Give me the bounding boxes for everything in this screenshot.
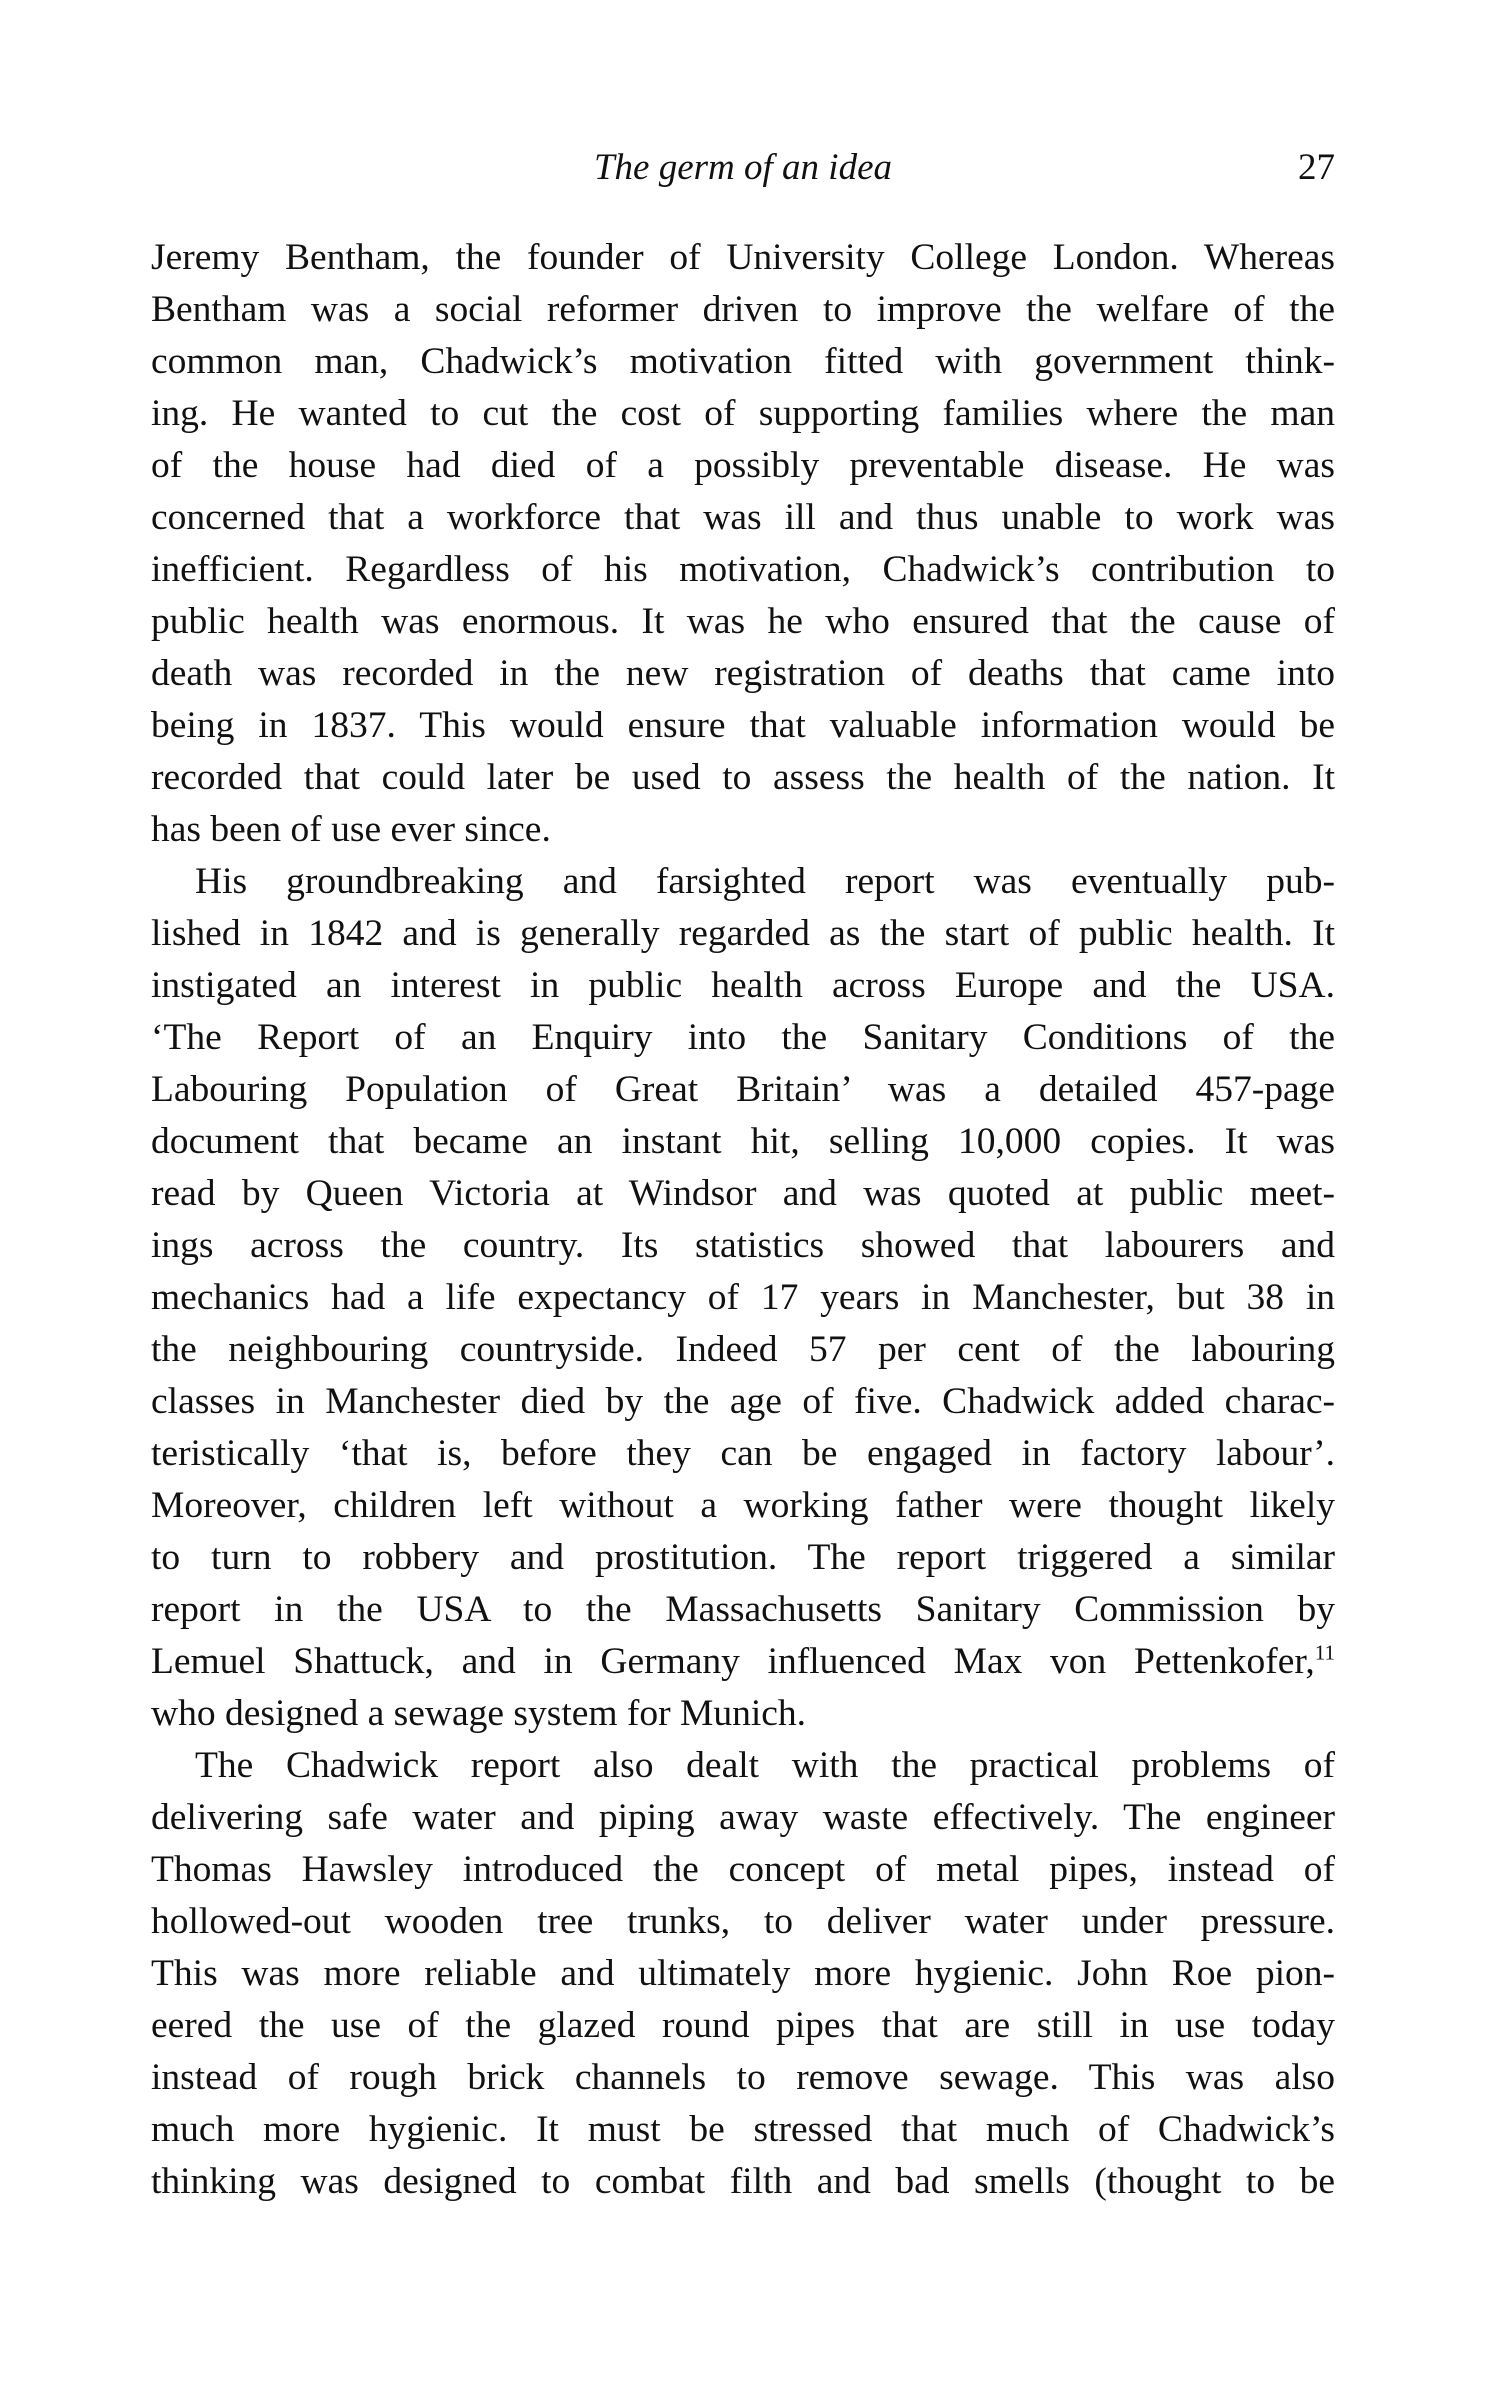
text-line: to turn to robbery and prostitution. The report triggered a similar — [151, 1537, 1335, 1578]
text-line: common man, Chadwick’s motivation fitted with government think- — [151, 341, 1335, 382]
text-line: Thomas Hawsley introduced the concept of metal pipes, instead of — [151, 1849, 1335, 1890]
paragraph — [151, 856, 1335, 1740]
text-line: ing. He wanted to cut the cost of supporting families where the man — [151, 393, 1335, 434]
text-line: classes in Manchester died by the age of five. Chadwick added charac- — [151, 1381, 1335, 1422]
text-line: Jeremy Bentham, the founder of University College London. Whereas — [151, 237, 1335, 278]
text-line: much more hygienic. It must be stressed that much of Chadwick’s — [151, 2109, 1335, 2150]
text-line: eered the use of the glazed round pipes that are still in use today — [151, 2005, 1335, 2046]
text-line: the neighbouring countryside. Indeed 57 per cent of the labouring — [151, 1329, 1335, 1370]
text-line: ‘The Report of an Enquiry into the Sanitary Conditions of the — [151, 1017, 1335, 1058]
text-line: Lemuel Shattuck, and in Germany influenced Max von Pettenkofer, — [151, 1641, 1315, 1682]
text-line: death was recorded in the new registration of deaths that came into — [151, 653, 1335, 694]
text-line: This was more reliable and ultimately more hygienic. John Roe pion- — [151, 1953, 1335, 1994]
text-line: of the house had died of a possibly preventable disease. He was — [151, 445, 1335, 486]
text-line: Moreover, children left without a working father were thought likely — [151, 1485, 1335, 1526]
text-line-with-footnote — [151, 1636, 1335, 1688]
text-line: report in the USA to the Massachusetts Sanitary Commission by — [151, 1589, 1335, 1630]
text-line: thinking was designed to combat filth and bad smells (thought to be — [151, 2161, 1335, 2202]
text-line: His groundbreaking and farsighted report was eventually pub- — [195, 861, 1335, 902]
text-line: document that became an instant hit, selling 10,000 copies. It was — [151, 1121, 1335, 1162]
text-line: read by Queen Victoria at Windsor and was quoted at public meet- — [151, 1173, 1335, 1214]
text-line: The Chadwick report also dealt with the practical problems of — [195, 1745, 1335, 1786]
page-number: 27 — [1298, 147, 1335, 188]
text-line: Bentham was a social reformer driven to improve the welfare of the — [151, 289, 1335, 330]
body-text — [151, 232, 1335, 2208]
paragraph — [151, 232, 1335, 856]
running-title: The germ of an idea — [593, 147, 893, 188]
text-line: instigated an interest in public health across Europe and the USA. — [151, 965, 1335, 1006]
text-line: has been of use ever since. — [151, 809, 551, 850]
text-line: instead of rough brick channels to remove sewage. This was also — [151, 2057, 1335, 2098]
text-line: recorded that could later be used to assess the health of the nation. It — [151, 757, 1335, 798]
footnote-reference[interactable]: 11 — [1314, 1640, 1335, 1665]
text-line: lished in 1842 and is generally regarded as the start of public health. It — [151, 913, 1335, 954]
text-line: inefficient. Regardless of his motivation, Chadwick’s contribution to — [151, 549, 1335, 590]
text-line: who designed a sewage system for Munich. — [151, 1693, 807, 1734]
text-line: mechanics had a life expectancy of 17 years in Manchester, but 38 in — [151, 1277, 1335, 1318]
running-head — [151, 140, 1335, 196]
text-line: teristically ‘that is, before they can be engaged in factory labour’. — [151, 1433, 1335, 1474]
text-line: hollowed-out wooden tree trunks, to deliver water under pressure. — [151, 1901, 1335, 1942]
text-line: Labouring Population of Great Britain’ was a detailed 457-page — [151, 1069, 1335, 1110]
paragraph — [151, 1740, 1335, 2208]
text-line: being in 1837. This would ensure that valuable information would be — [151, 705, 1335, 746]
text-line: concerned that a workforce that was ill and thus unable to work was — [151, 497, 1335, 538]
text-line: public health was enormous. It was he who ensured that the cause of — [151, 601, 1335, 642]
text-line: delivering safe water and piping away waste effectively. The engineer — [151, 1797, 1335, 1838]
text-line: ings across the country. Its statistics showed that labourers and — [151, 1225, 1335, 1266]
